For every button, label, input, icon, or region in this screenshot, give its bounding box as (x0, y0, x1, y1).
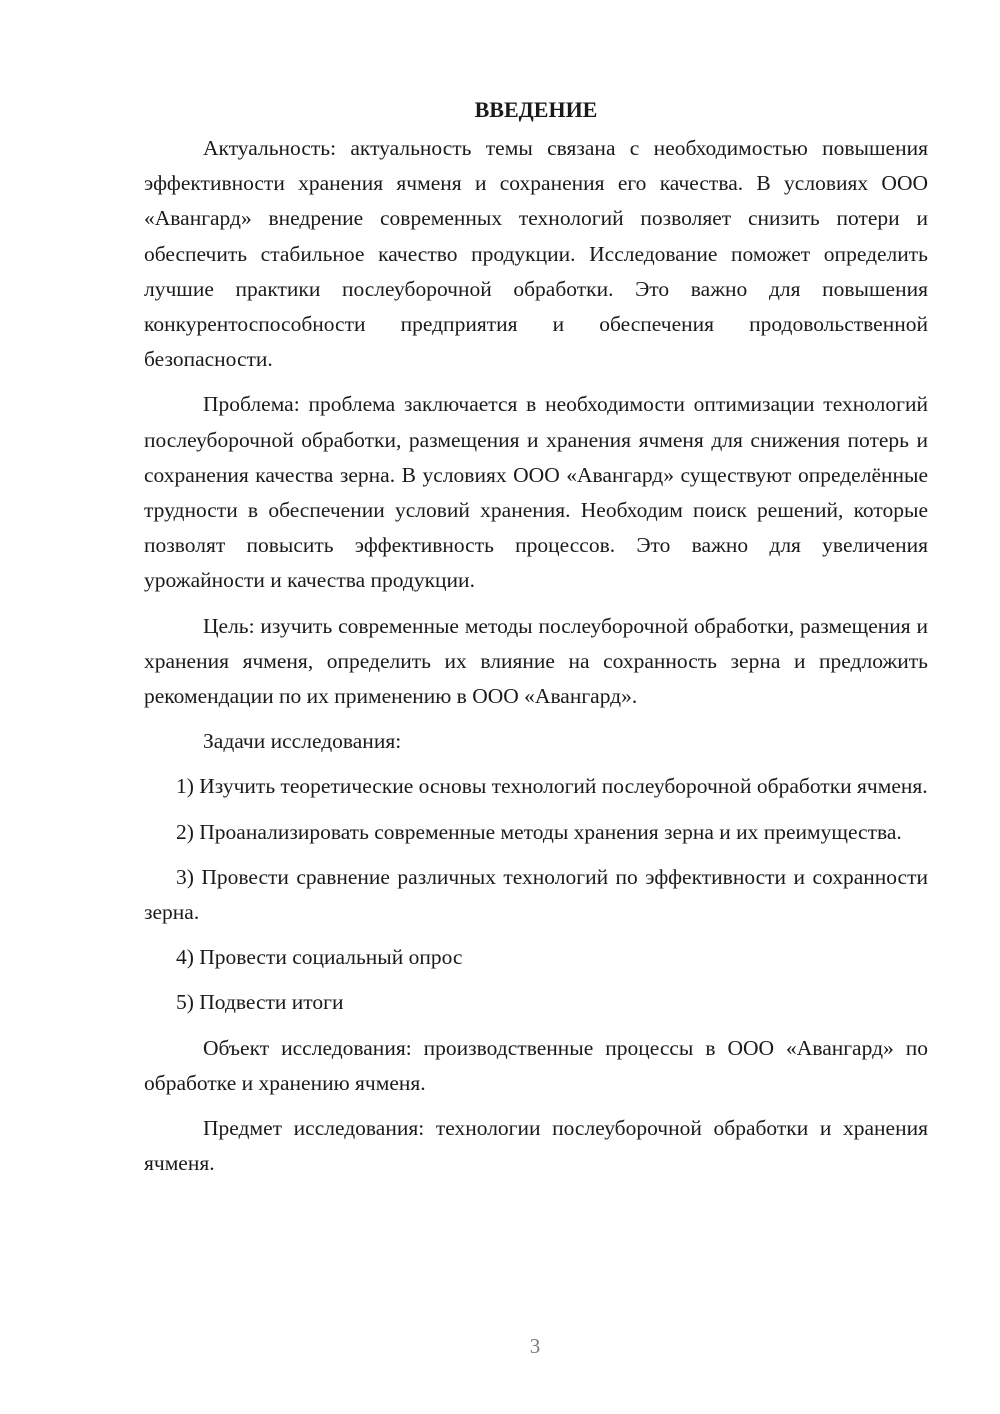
paragraph-goal: Цель: изучить современные методы послеуборочной обработки, размещения и хранения ячменя, определить их влияние на сохранность зерна и предложить рекомендации по их применению в ООО «Авангард». (144, 613, 928, 709)
paragraph-relevance: Актуальность: актуальность темы связана с необходимостью повышения эффективности хранения ячменя и сохранения его качества. В условиях ООО «Авангард» внедрение современных технологий позволяет снизить потери и обеспечить стабильное качество продукции. Исследование поможет определить лучшие практики послеуборочной обработки. Это важно для повышения конкурентоспособности предприятия и обеспечения продовольственной безопасности. (144, 136, 928, 372)
document-page (144, 92, 928, 1191)
task-item-1: 1) Изучить теоретические основы технологий послеуборочной обработки ячменя. (176, 774, 928, 799)
task-item-2: 2) Проанализировать современные методы хранения зерна и их преимущества. (176, 819, 902, 844)
tasks-heading: Задачи исследования: (203, 729, 402, 754)
task-item-5: 5) Подвести итоги (176, 990, 344, 1015)
paragraph-problem: Проблема: проблема заключается в необходимости оптимизации технологий послеуборочной обработки, размещения и хранения ячменя для снижения потерь и сохранения качества зерна. В условиях ООО «Авангард» существуют определённые трудности в обеспечении условий хранения. Необходим поиск решений, которые позволят повысить эффективность процессов. Это важно для увеличения урожайности и качества продукции. (144, 392, 928, 593)
task-item-4: 4) Провести социальный опрос (176, 945, 463, 970)
task-item-3: 3) Провести сравнение различных технологий по эффективности и сохранности зерна. (144, 864, 928, 925)
paragraph-subject: Предмет исследования: технологии послеуборочной обработки и хранения ячменя. (144, 1116, 928, 1176)
paragraph-object: Объект исследования: производственные процессы в ООО «Авангард» по обработке и хранению ячменя. (144, 1035, 928, 1095)
section-heading: ВВЕДЕНИЕ (474, 97, 598, 122)
page-number: 3 (529, 1334, 541, 1358)
